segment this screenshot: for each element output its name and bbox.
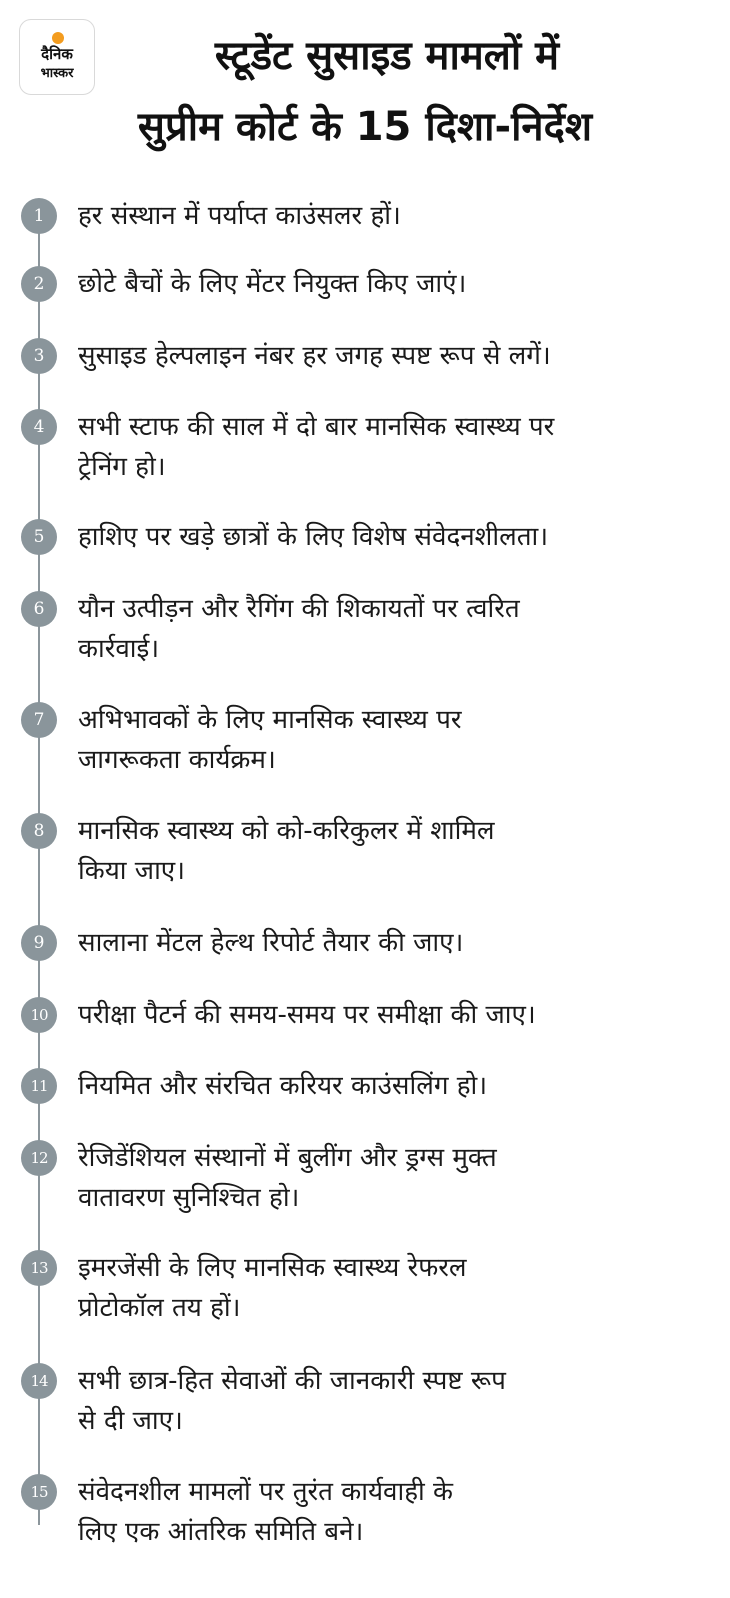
step-number-badge: 8 (21, 813, 57, 849)
guideline-text: यौन उत्पीड़न और रैगिंग की शिकायतों पर त्वरित कार्रवाई। (78, 594, 520, 664)
guideline-text: इमरजेंसी के लिए मानसिक स्वास्थ्य रेफरल प्रोटोकॉल तय हों। (78, 1253, 467, 1323)
guideline-text: संवेदनशील मामलों पर तुरंत कार्यवाही के लिए एक आंतरिक समिति बने। (78, 1477, 453, 1547)
guideline-text: हर संस्थान में पर्याप्त काउंसलर हों। (78, 201, 401, 231)
page-title-line-2: सुप्रीम कोर्ट के 15 दिशा-निर्देश (137, 104, 593, 150)
step-number-badge: 2 (21, 266, 57, 302)
logo-line-2: भास्कर (40, 66, 74, 81)
guideline-text: सुसाइड हेल्पलाइन नंबर हर जगह स्पष्ट रूप से लगें। (78, 341, 551, 371)
guideline-text: सालाना मेंटल हेल्थ रिपोर्ट तैयार की जाए। (78, 928, 464, 958)
step-number-badge: 9 (21, 925, 57, 961)
step-number-badge: 13 (21, 1250, 57, 1286)
timeline-line (38, 200, 40, 1525)
step-number-badge: 14 (21, 1363, 57, 1399)
step-number-badge: 15 (21, 1474, 57, 1510)
guideline-text: रेजिडेंशियल संस्थानों में बुलींग और ड्रग्स मुक्त वातावरण सुनिश्चित हो। (78, 1143, 497, 1213)
guideline-text: अभिभावकों के लिए मानसिक स्वास्थ्य पर जागरूकता कार्यक्रम। (78, 705, 462, 775)
step-number-badge: 7 (21, 702, 57, 738)
guideline-text: छोटे बैचों के लिए मेंटर नियुक्त किए जाएं। (78, 269, 467, 299)
guideline-text: सभी स्टाफ की साल में दो बार मानसिक स्वास्थ्य पर ट्रेनिंग हो। (78, 412, 555, 482)
logo-line-1: दैनिक (41, 45, 73, 63)
step-number-badge: 11 (21, 1068, 57, 1104)
step-number-badge: 1 (21, 198, 57, 234)
step-number-badge: 5 (21, 519, 57, 555)
page-title-line-1: स्टूडेंट सुसाइड मामलों में (214, 33, 560, 79)
step-number-badge: 12 (21, 1140, 57, 1176)
step-number-badge: 6 (21, 591, 57, 627)
guideline-text: मानसिक स्वास्थ्य को को-करिकुलर में शामिल किया जाए। (78, 816, 495, 886)
guideline-text: सभी छात्र-हित सेवाओं की जानकारी स्पष्ट रूप से दी जाए। (78, 1366, 506, 1436)
guideline-text: परीक्षा पैटर्न की समय-समय पर समीक्षा की जाए। (78, 1000, 536, 1030)
step-number-badge: 4 (21, 409, 57, 445)
guideline-text: हाशिए पर खड़े छात्रों के लिए विशेष संवेदनशीलता। (78, 522, 549, 552)
guideline-text: नियमित और संरचित करियर काउंसलिंग हो। (78, 1071, 488, 1101)
step-number-badge: 10 (21, 997, 57, 1033)
step-number-badge: 3 (21, 338, 57, 374)
